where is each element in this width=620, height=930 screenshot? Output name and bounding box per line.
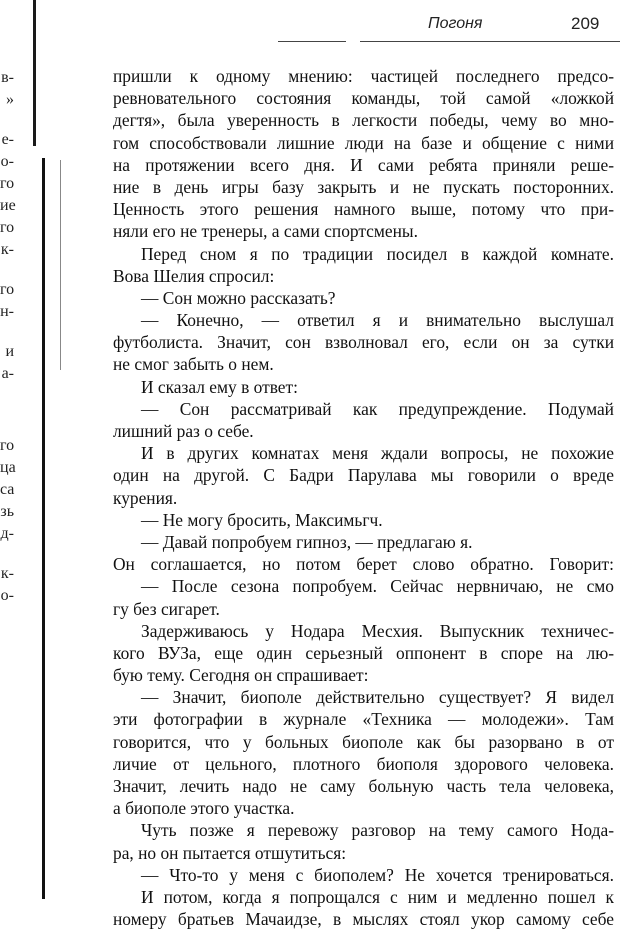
- left-page-fragment: е-: [1, 131, 14, 148]
- text-line: гом способствовали лишние люди на базе и общение с ними: [113, 132, 614, 153]
- text-line: Перед сном я по традиции посидел в каждой комнате.: [141, 243, 614, 264]
- text-line: номеру братьев Мачаидзе, в мыслях стоял укор самому себе: [113, 909, 614, 930]
- left-page-fragment: го: [0, 281, 15, 298]
- text-line: на протяжении всего дня. И сами ребята приняли реше-: [113, 154, 614, 175]
- text-line: Он соглашается, но потом берет слово обратно. Говорит:: [113, 554, 614, 575]
- left-page-fragment: го: [0, 175, 15, 192]
- text-line: футболиста. Значит, сон взволновал его, если он за сутки: [113, 332, 614, 353]
- left-page-fragment: к-: [0, 565, 14, 582]
- left-page-fragment: »: [6, 91, 14, 108]
- gutter-shadow: [60, 160, 61, 370]
- text-line: курения.: [113, 487, 178, 508]
- running-title: Погоня: [428, 15, 483, 32]
- text-line: бую тему. Сегодня он спрашивает:: [113, 665, 369, 686]
- text-line: няли его не тренеры, а сами спортсмены.: [113, 221, 418, 242]
- text-line: — Сон можно рассказать?: [141, 287, 336, 308]
- left-page-fragment: го: [0, 219, 15, 236]
- left-page-fragment: са: [0, 481, 15, 498]
- text-line: — Конечно, — ответил я и внимательно выслушал: [141, 310, 614, 331]
- left-page-fragment: и: [5, 343, 14, 360]
- text-line: Чуть позже я перевожу разговор на тему самого Нода-: [141, 820, 614, 841]
- left-page-fragment: зь: [0, 503, 14, 520]
- binding-edge: [33, 0, 36, 146]
- header-rule: [360, 41, 620, 42]
- text-line: И потом, когда я попрощался с ним и медленно пошел к: [141, 886, 614, 907]
- binding-edge: [42, 158, 45, 899]
- left-page-fragment: д-: [0, 525, 14, 542]
- left-page-fragment: о-: [0, 153, 14, 170]
- text-line: И сказал ему в ответ:: [141, 376, 298, 397]
- text-line: не смог забыть о нем.: [113, 354, 274, 375]
- text-line: кого ВУЗа, еще один серьезный оппонент в споре на лю-: [113, 642, 614, 663]
- left-page-fragment: ца: [0, 459, 16, 476]
- text-line: ра, но он пытается отшутиться:: [113, 842, 347, 863]
- header-rule: [278, 41, 346, 42]
- left-page-fragment: к-: [0, 241, 14, 258]
- text-line: а биополе этого участка.: [113, 798, 295, 819]
- text-line: Задерживаюсь у Нодара Месхия. Выпускник техничес-: [141, 620, 614, 641]
- body-text: [113, 65, 614, 930]
- text-line: Ценность этого решения намного выше, потому что при-: [113, 199, 614, 220]
- left-page-fragment: го: [0, 437, 15, 454]
- text-line: эти фотографии в журнале «Техника — молодежи». Там: [113, 709, 614, 730]
- text-line: говорится, что у больных биополе как бы разорвано в от: [113, 731, 614, 752]
- text-line: — Не могу бросить, Максимьгч.: [141, 509, 383, 530]
- text-line: ние в день игры базу закрыть и не пускать посторонних.: [113, 176, 614, 197]
- text-line: Вова Шелия спросил:: [113, 265, 275, 286]
- text-line: — После сезона попробуем. Сейчас нервничаю, не смо: [141, 576, 614, 597]
- left-page-fragment: в-: [1, 69, 14, 86]
- text-line: дегтя», была уверенность в легкости победы, чему во мно-: [113, 110, 614, 131]
- text-line: — Значит, биополе действительно существует? Я видел: [141, 687, 614, 708]
- left-page-fragment: а-: [1, 365, 14, 382]
- text-line: лишний раз о себе.: [113, 421, 254, 441]
- left-page-fragment: ие: [0, 197, 16, 214]
- text-line: пришли к одному мнению: частицей последнего предсо-: [113, 66, 614, 86]
- text-line: — Сон рассматривай как предупреждение. Подумай: [141, 398, 614, 419]
- text-line: гу без сигарет.: [113, 598, 220, 619]
- text-line: личие от цельного, плотного биополя здорового человека.: [113, 753, 614, 774]
- page-number: 209: [571, 14, 600, 33]
- left-page-fragment: о-: [0, 587, 14, 604]
- text-line: один на другой. С Бадри Парулава мы говорили о вреде: [113, 465, 614, 486]
- text-line: — Давай попробуем гипноз, — предлагаю я.: [141, 531, 473, 552]
- text-line: Значит, лечить надо не саму больную часть тела человека,: [113, 776, 614, 796]
- left-page-fragment: н-: [0, 303, 14, 320]
- text-line: — Что-то у меня с биополем? Не хочется тренироваться.: [141, 864, 614, 885]
- text-line: ревновательного состояния команды, той самой «ложкой: [113, 88, 614, 109]
- text-line: И в других комнатах меня ждали вопросы, не похожие: [141, 443, 614, 464]
